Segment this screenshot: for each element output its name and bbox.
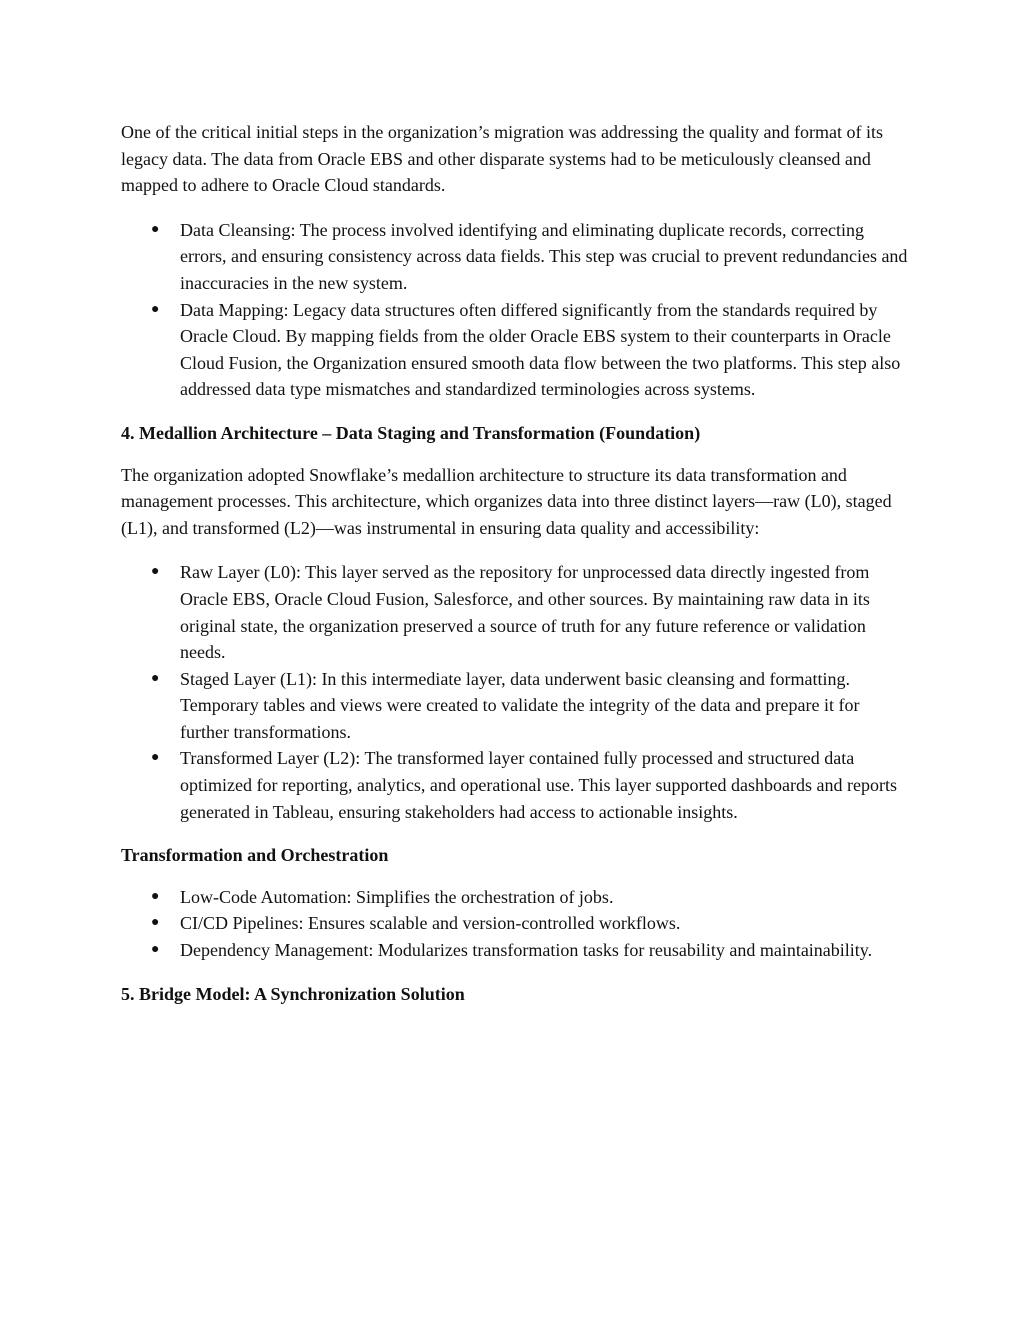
list-item: ● Transformed Layer (L2): The transformed layer contained fully processed and structured data optimized for reporting, analytics, and operational use. This layer supported dashboards and reports generated in Tableau, ensuring stakeholders had access to actionable insights.: [121, 745, 911, 825]
list-item: ● Raw Layer (L0): This layer served as the repository for unprocessed data directly ingested from Oracle EBS, Oracle Cloud Fusion, Salesforce, and other sources. By maintaining raw data in its original state, the organization preserved a source of truth for any future reference or validation needs.: [121, 559, 911, 665]
section-heading-5: 5. Bridge Model: A Synchronization Solution: [121, 983, 465, 1004]
section-heading-4: 4. Medallion Architecture – Data Staging and Transformation (Foundation): [121, 422, 701, 443]
bullet-icon: ●: [151, 221, 160, 237]
document-page: [121, 119, 911, 1022]
list-item: ● Low-Code Automation: Simplifies the orchestration of jobs.: [121, 884, 911, 911]
medallion-paragraph: The organization adopted Snowflake’s medallion architecture to structure its data transformation and management processes. This architecture, which organizes data into three distinct layers—raw (L0), staged (L1), and transformed (L2)—was instrumental in ensuring data quality and accessibility:: [121, 464, 892, 538]
list-item: ● CI/CD Pipelines: Ensures scalable and version-controlled workflows.: [121, 910, 911, 937]
bullet-icon: ●: [151, 888, 160, 904]
list-item: ● Staged Layer (L1): In this intermediate layer, data underwent basic cleansing and formatting. Temporary tables and views were created to validate the integrity of the data and prepare it for further transformations.: [121, 666, 911, 746]
transformation-heading: Transformation and Orchestration: [121, 845, 389, 866]
layer-list: [121, 559, 911, 825]
bullet-icon: ●: [151, 301, 160, 317]
list-item: ● Data Cleansing: The process involved identifying and eliminating duplicate records, correcting errors, and ensuring consistency across data fields. This step was crucial to prevent redundancies and inaccuracies in the new system.: [121, 217, 911, 297]
bullet-icon: ●: [151, 750, 160, 766]
bullet-icon: ●: [151, 564, 160, 580]
data-prep-list: [121, 217, 911, 403]
list-item: ● Dependency Management: Modularizes transformation tasks for reusability and maintainability.: [121, 937, 911, 964]
list-item: ● Data Mapping: Legacy data structures often differed significantly from the standards required by Oracle Cloud. By mapping fields from the older Oracle EBS system to their counterparts in Oracle Cloud Fusion, the Organization ensured smooth data flow between the two platforms. This step also addressed data type mismatches and standardized terminologies across systems.: [121, 297, 911, 403]
orchestration-list: [121, 884, 911, 964]
bullet-icon: ●: [151, 670, 160, 686]
bullet-icon: ●: [151, 915, 160, 931]
bullet-icon: ●: [151, 942, 160, 958]
intro-paragraph: One of the critical initial steps in the organization’s migration was addressing the quality and format of its legacy data. The data from Oracle EBS and other disparate systems had to be meticulously cleansed and mapped to adhere to Oracle Cloud standards.: [121, 122, 883, 196]
